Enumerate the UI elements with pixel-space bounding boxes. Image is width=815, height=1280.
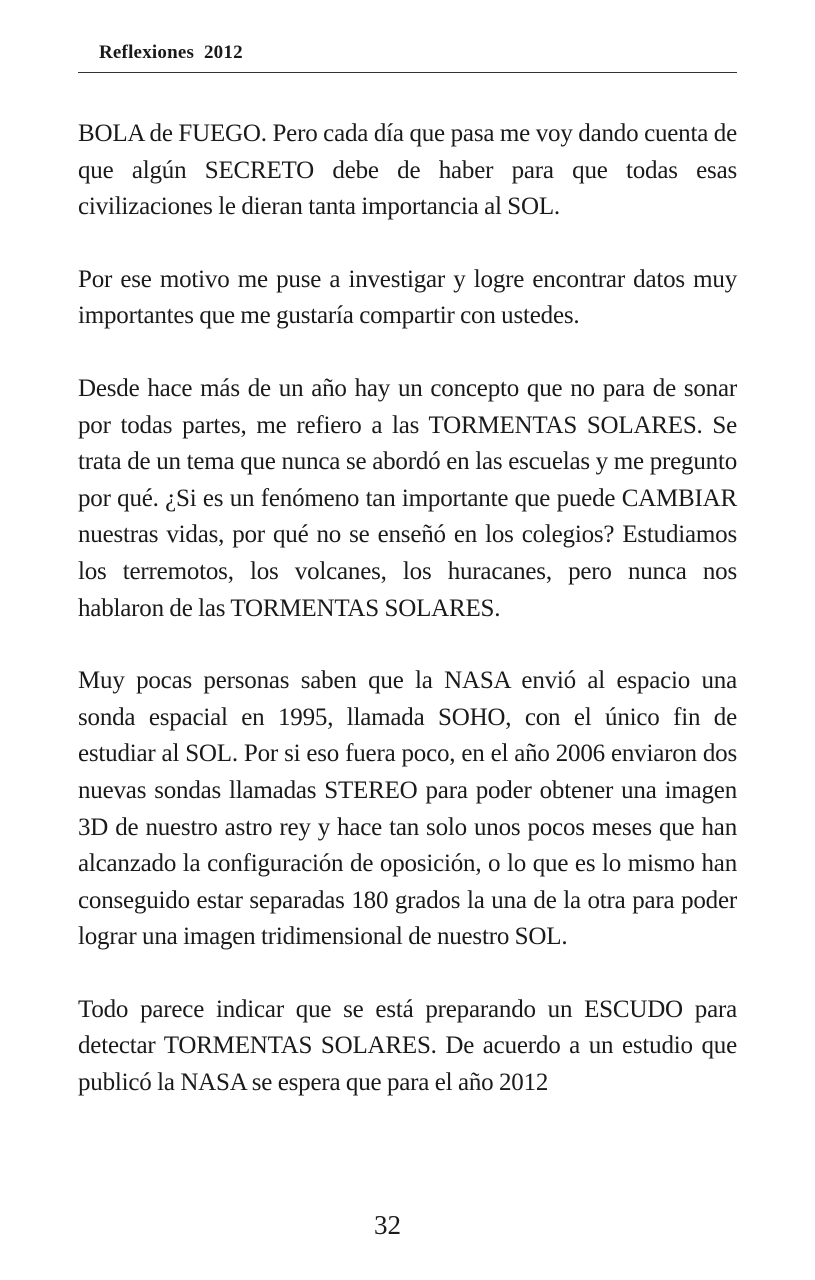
body-text xyxy=(78,116,737,1138)
paragraph: BOLA de FUEGO. Pero cada día que pasa me voy dando cuenta de que algún SECRETO debe de haber para que todas esas civilizaciones le dieran tanta importancia al SOL. xyxy=(78,120,737,221)
paragraph: Por ese motivo me puse a investigar y logre encontrar datos muy importantes que me gustaría compartir con ustedes. xyxy=(78,265,737,330)
paragraph: Desde hace más de un año hay un concepto que no para de sonar por todas partes, me refiero a las TORMENTAS SOLARES. Se trata de un tema que nunca se abordó en las escuelas y me pregunto por qué. ¿Si es un fenómeno tan importante que puede CAMBIAR nuestras vidas, por qué no se enseñó en los colegios? Estudiamos los terremotos, los volcanes, los huracanes, pero nunca nos hablaron de las TORMENTAS SOLARES. xyxy=(78,374,737,622)
header-title: Reflexiones 2012 xyxy=(99,42,243,63)
running-header xyxy=(78,38,737,73)
page-number: 32 xyxy=(374,1210,401,1240)
paragraph: Todo parece indicar que se está preparando un ESCUDO para detectar TORMENTAS SOLARES. De acuerdo a un estudio que publicó la NASA se espera que para el año 2012 xyxy=(78,995,737,1097)
paragraph: Muy pocas personas saben que la NASA envió al espacio una sonda espacial en 1995, llamada SOHO, con el único fin de estudiar al SOL. Por si eso fuera poco, en el año 2006 enviaron dos nuevas sondas llamadas STEREO para poder obtener una imagen 3D de nuestro astro rey y hace tan solo unos pocos meses que han alcanzado la configuración de oposición, o lo que es lo mismo han conseguido estar separadas 180 grados la una de la otra para poder lograr una imagen tridimensional de nuestro SOL. xyxy=(78,667,737,951)
